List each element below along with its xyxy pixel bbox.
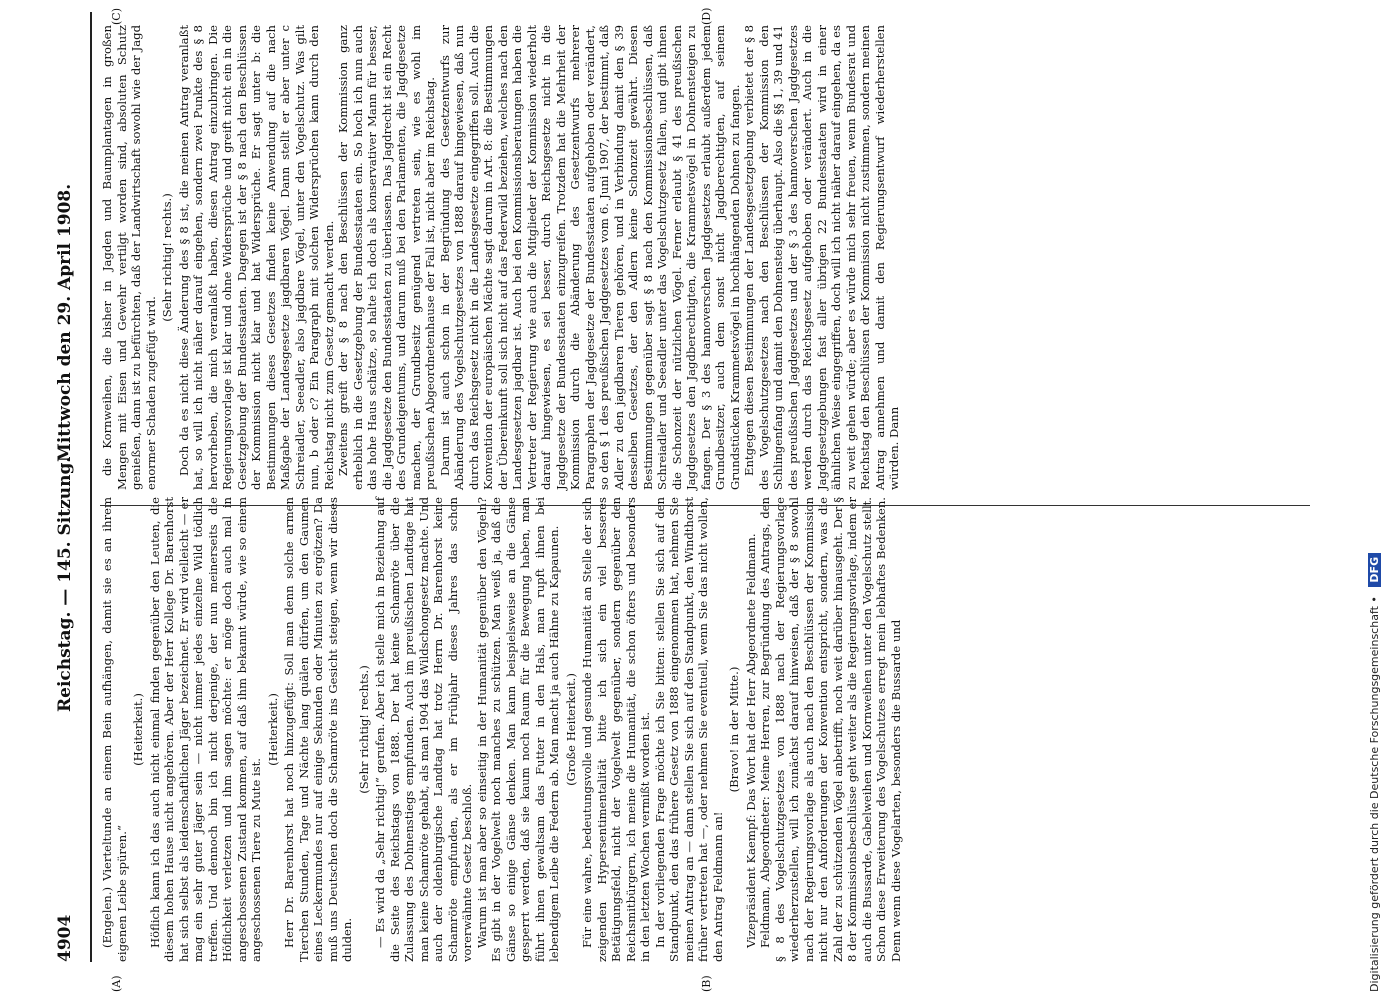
paragraph: In der vorliegenden Frage möchte ich Sie bitten: stellen Sie sich auf den Standpunkt, den das frühere Gesetz von 1888 eingenommen hat, nehmen Sie meinen Antrag an — dann stellen Sie sich auf den Standpunkt, den Windthorst früher vertreten hat —, oder nehmen Sie eventuell, wenn Sie das nicht wollen, den Antrag Feldmann an! — [652, 497, 725, 962]
paragraph: Entgegen diesen Bestimmungen der Landesgesetzgebung verbietet der § 8 des Vogelschutzgesetzes nach den Beschlüssen der Kommission den Schlingenfang und damit den Dohnensteig überhaupt. Also die §§ 1, 39 und 41 des preußischen Jagdgesetzes und der § 3 des hannoverschen Jagdgesetzes werden durch das Reichsgesetz aufgehoben oder verändert. Auch in die Jagdgesetzgebungen fast aller übrigen 22 Bundesstaaten wird in einer ähnlichen Weise eingegriffen, doch will ich nicht näher darauf eingehen, da es zu weit gehen würde; aber es würde mich sehr freuen, wenn Bundesrat und Reichstag den Beschlüssen der Kommission nicht zustimmen, sondern meinen Antrag annehmen und damit den Regierungsentwurf wiederherstellen würden. Dann — [742, 25, 901, 490]
paragraph: Feldmann, Abgeordneter: Meine Herren, zur Begründung des Antrags, den § 8 des Vogelschutzgesetzes von 1888 nach der Regierungsvorlage wiederherzustellen, will ich zunächst darauf hinweisen, daß der § 8 sowohl nach der Regierungsvorlage als auch nach den Beschlüssen der Kommission nicht nur den Anforderungen der Konvention entspricht, sondern, was die Zahl der zu schützenden Vögel anbetrifft, noch weit darüber hinausgeht. Der § 8 der Kommissionsbeschlüsse geht weiter als die Regierungsvorlage, indem er auch die Bussarde, Gabelweihen und Kornweihen unter den Vogelschutz stellt. Schon diese Erweiterung des Vogelschutzes erregt mein lebhaftes Bedenken. Denn wenn diese Vogelarten, besonders die Bussarde und — [758, 497, 903, 962]
digitization-footer — [1368, 22, 1381, 992]
digitization-note: Digitalisierung gefördert durch die Deutsche Forschungsgemeinschaft • — [1368, 596, 1381, 992]
paragraph: Höflich kann ich das auch nicht einmal finden gegenüber den Leuten, die diesem hohen Hause nicht angehören. Aber der Herr Kollege Dr. Barenhorst hat sich selbst als leidenschaftlichen Jäger bezeichnet. Er wird vielleicht — er mag ein sehr guter Jäger sein — nicht immer jedes einzelne Wild tödlich treffen. Und dennoch bin ich nicht derjenige, der nun meinerseits die Höflichkeit verletzen und ihm sagen möchte: er möge doch auch mal in angeschossenen Zustand kommen, auf daß ihm bekannt würde, wie so einem angeschossenen Tiere zu Mute ist. — [147, 497, 263, 962]
session-title: Reichstag. — 145. Sitzung. — [55, 456, 75, 712]
page-number: 4904 — [55, 914, 75, 962]
header-rule — [90, 12, 92, 962]
paragraph: Darum ist auch schon in der Begründung des Gesetzentwurfs zur Abänderung des Vogelschutzgesetzes von 1888 darauf hingewiesen, daß nun durch das Reichsgesetz nicht in die Landesgesetze eingegriffen soll. Auch die Konvention der europäischen Mächte sagt darum in Art. 8: die Bestimmungen der Übereinkunft soll sich nicht auf das Federwild beziehen, welches nach den Landesgesetzen jagdbar ist. Auch bei den Kommissionsberatungen haben die Vertreter der Regierung wie auch die Mitglieder der Kommission wiederholt darauf hingewiesen, es sei besser, durch Reichsgesetze nicht in die Jagdgesetze der Bundesstaaten einzugreifen. Trotzdem hat die Mehrheit der Kommission durch die Abänderung des Gesetzentwurfs mehrerer Paragraphen der Jagdgesetze der Bundesstaaten aufgehoben oder verändert, so den § 1 des preußischen Jagdgesetzes vom 6. Juni 1907, der bestimmt, daß Adler zu den jagdbaren Tieren gehören, und in Verbindung damit den § 39 desselben Gesetzes, der den Adlern keine Schonzeit gewährt. Diesen Bestimmungen gegenüber sagt § 8 nach den Kommissionsbeschlüssen, daß Schreiadler und Seeadler unter das Vogelschutzgesetz fallen, und gibt ihnen die Schonzeit der nützlichen Vögel. Ferner erlaubt § 41 des preußischen Jagdgesetzes den Jagdberechtigten, die Krammetsvögel in Dohnensteigen zu fangen. Der § 3 des hannoverschen Jagdgesetzes erlaubt außerdem jedem Grundbesitzer, auch dem sonst nicht Jagdberechtigten, auf seinem Grundstücken Krammetsvögel in hochhängenden Dohnen zu fangen. — [437, 25, 742, 490]
stage-direction: (Sehr richtig! rechts.) — [356, 665, 371, 794]
paragraph: die Kornweihen, die bisher in Jagden und Baumplantagen in großen Mengen mit Eisen und Gewehr vertilgt worden sind, absoluten Schutz genießen, dann ist zu befürchten, daß der Landwirtschaft sowohl wie der Jagd enormer Schaden zugefügt wird. — [100, 25, 158, 490]
paragraph: (Engelen.) Vierteltunde an einem Bein aufhängen, damit sie es an ihrem eigenen Leibe spüren.“ — [100, 497, 129, 962]
paragraph: Warum ist man aber so einseitig in der Humanität gegenüber den Vögeln? Es gibt in der Vogelwelt noch manches zu schützen. Man weiß ja, daß die Gänse so einige Gänse denken. Man kann beispielsweise an die Gänse gesperrt werden, daß sie kaum noch Raum für die Bewegung haben, man führt ihnen gewaltsam das Futter in den Hals, man rupft ihnen bei lebendigem Leibe die Federn ab. Man macht ja auch Hähne zu Kapaunen. — [474, 497, 561, 962]
stage-direction: (Heiterkeit.) — [265, 693, 280, 766]
paragraph: Für eine wahre, bedeutungsvolle und gesunde Humanität an Stelle der sich zeigenden Hypersentimentalität bitte ich sich ein viel besseres Betätigungsfeld, nicht der Vogelwelt gegenüber, sondern gegenüber den Reichsmitbürgern, ich meine die Humanität, die schon öfters und besonders in den letzten Wochen vermißt worden ist. — [580, 497, 652, 962]
stage-direction: (Bravo! in der Mitte.) — [727, 666, 741, 793]
right-column — [100, 25, 902, 490]
page-header — [47, 12, 87, 962]
paragraph: Herr Dr. Barenhorst hat noch hinzugefügt: Soll man denn solche armen Tierchen Stunden, Tage und Nächte lang quälen dürfen, um den Gaumen eines Leckermundes nur auf einige Sekunden oder Minuten zu ergötzen? Da muß uns Deutschen doch die Schamröte ins Gesicht steigen, wenn wir dieses dulden. — [282, 497, 354, 962]
column-divider — [100, 505, 1310, 506]
paragraph: Zweitens greift der § 8 nach den Beschlüssen der Kommission ganz erheblich in die Gesetzgebung der Bundesstaaten ein. So hoch ich nun auch das hohe Haus schätze, so halte ich doch als konservativer Mann für besser, die Jagdgesetze den Bundesstaaten zu überlassen. Das Jagdrecht ist ein Recht des Grundeigentums, und darum muß bei den Parlamenten, die Jagdgesetze machen, der Grundbesitz genügend vertreten sein, wie es wohl im preußischen Abgeordnetenhause der Fall ist, nicht aber im Reichstag. — [336, 25, 437, 490]
paragraph: Doch da es nicht diese Änderung des § 8 ist, die meinen Antrag veranlaßt hat, so will ich nicht näher darauf eingehen, sondern zwei Punkte des § 8 hervorheben, die mich veranlaßt haben, diesen Antrag einzubringen. Die Regierungsvorlage ist klar und ohne Widersprüche und greift nicht ein in die Gesetzgebung der Bundesstaaten. Dagegen ist der § 8 nach den Beschlüssen der Kommission nicht klar und hat Widersprüche. Er sagt unter b: die Bestimmungen dieses Gesetzes finden keine Anwendung auf die nach Maßgabe der Landesgesetze jagdbaren Vögel. Dann stellt er aber unter c Schreiadler, Seeadler, also jagdbare Vögel, unter den Vogelschutz. Was gilt nun, b oder c? Ein Paragraph mit solchen Widersprüchen kann durch den Reichstag nicht zum Gesetz gemacht werden. — [176, 25, 336, 490]
paragraph: Vizepräsident Kaempf: Das Wort hat der Herr Abgeordnete Feldmann. — [743, 533, 758, 948]
paragraph: — Es wird da „Sehr richtig!“ gerufen. Aber ich stelle mich in Beziehung auf die Seite des Reichstags von 1888. Der hat keine Schamröte über die Zulassung des Dohnenstiegs empfunden. Auch im preußischen Landtage hat man keine Schamröte gehabt, als man 1904 das Wildschongesetz machte. Und auch der oldenburgische Landtag hat trotz Herrn Dr. Barenhorst keine Schamröte empfunden, als er im Frühjahr dieses Jahres das schon vorerwähnte Gesetz beschloß. — [373, 497, 474, 962]
session-date: Mittwoch den 29. April 1908. — [55, 183, 75, 462]
stage-direction: (Sehr richtig! rechts.) — [160, 193, 174, 322]
left-column — [100, 497, 903, 962]
dfg-logo: DFG — [1368, 553, 1381, 587]
stage-direction: (Große Heiterkeit.) — [563, 673, 578, 786]
margin-marker-c: (C) — [110, 8, 123, 25]
margin-marker-a: (A) — [110, 975, 123, 992]
margin-marker-d: (D) — [700, 7, 713, 25]
stage-direction: (Heiterkeit.) — [131, 693, 145, 766]
margin-marker-b: (B) — [700, 975, 713, 992]
